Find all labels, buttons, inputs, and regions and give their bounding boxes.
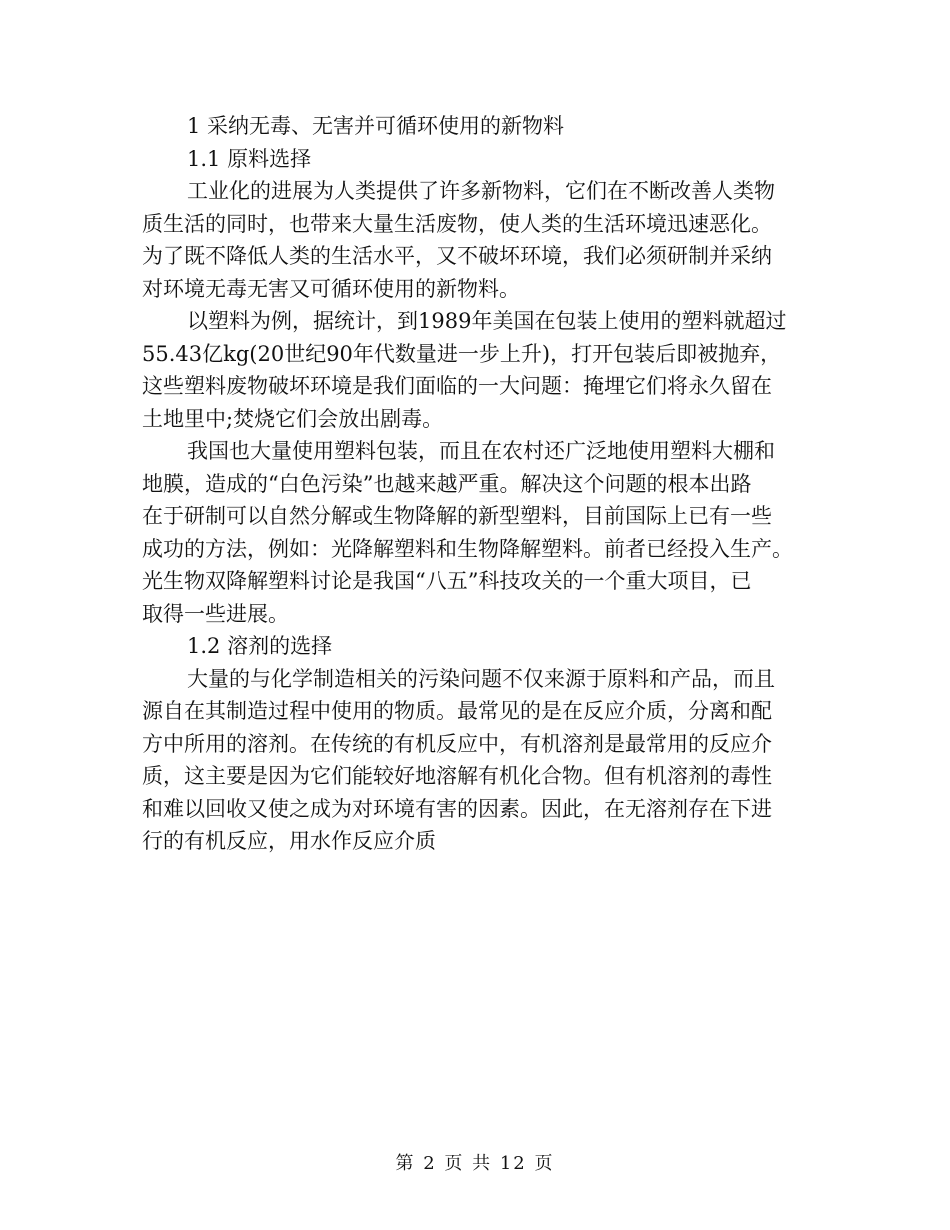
paragraph-line: 对环境无毒无害又可循环使用的新物料。: [142, 276, 520, 301]
paragraph-line: 这些塑料废物破坏环境是我们面临的一大问题：掩埋它们将永久留在: [142, 374, 772, 398]
paragraph-line: 光生物双降解塑料讨论是我国“八五”科技攻关的一个重大项目，已: [142, 569, 752, 593]
page-footer: 第 2 页 共 12 页: [395, 1153, 555, 1174]
subsection-heading-1-1: 1.1 原料选择: [187, 146, 312, 171]
paragraph-plastics-example: [142, 305, 808, 435]
paragraph-solvents: [142, 663, 808, 858]
document-page: [142, 110, 808, 858]
paragraph-line: 和难以回收又使之成为对环境有害的因素。因此，在无溶剂存在下进: [142, 796, 772, 821]
paragraph-line: 大量的与化学制造相关的污染问题不仅来源于原料和产品，而且: [187, 666, 775, 691]
paragraph-line: 我国也大量使用塑料包装，而且在农村还广泛地使用塑料大棚和: [187, 439, 775, 463]
paragraph-line: 行的有机反应，用水作反应介质: [142, 829, 436, 853]
paragraph-line: 为了既不降低人类的生活水平，又不破坏环境，我们必须研制并采纳: [142, 244, 772, 268]
paragraph-line: 55.43亿kg(20世纪90年代数量进一步上升)，打开包装后即被抛弃，: [142, 341, 782, 366]
paragraph-line: 成功的方法，例如：光降解塑料和生物降解塑料。前者已经投入生产。: [142, 536, 793, 561]
paragraph-line: 质生活的同时，也带来大量生活废物，使人类的生活环境迅速恶化。: [142, 211, 772, 236]
paragraph-line: 质，这主要是因为它们能较好地溶解有机化合物。但有机溶剂的毒性: [142, 764, 772, 788]
paragraph-line: 取得一些进展。: [142, 601, 289, 626]
paragraph-line: 源自在其制造过程中使用的物质。最常见的是在反应介质，分离和配: [142, 699, 772, 723]
section-heading-1: 1 采纳无毒、无害并可循环使用的新物料: [187, 114, 565, 138]
subsection-heading-1-2: 1.2 溶剂的选择: [187, 634, 333, 658]
paragraph-line: 在于研制可以自然分解或生物降解的新型塑料，目前国际上已有一些: [142, 504, 772, 528]
paragraph-line: 工业化的进展为人类提供了许多新物料，它们在不断改善人类物: [187, 179, 775, 203]
paragraph-new-materials: [142, 175, 808, 305]
paragraph-line: 地膜，造成的“白色污染”也越来越严重。解决这个问题的根本出路: [142, 471, 752, 496]
paragraph-line: 方中所用的溶剂。在传统的有机反应中，有机溶剂是最常用的反应介: [142, 731, 772, 756]
paragraph-line: 土地里中;焚烧它们会放出剧毒。: [142, 406, 444, 431]
paragraph-white-pollution: [142, 435, 808, 630]
paragraph-line: 以塑料为例，据统计，到1989年美国在包装上使用的塑料就超过: [187, 309, 787, 333]
